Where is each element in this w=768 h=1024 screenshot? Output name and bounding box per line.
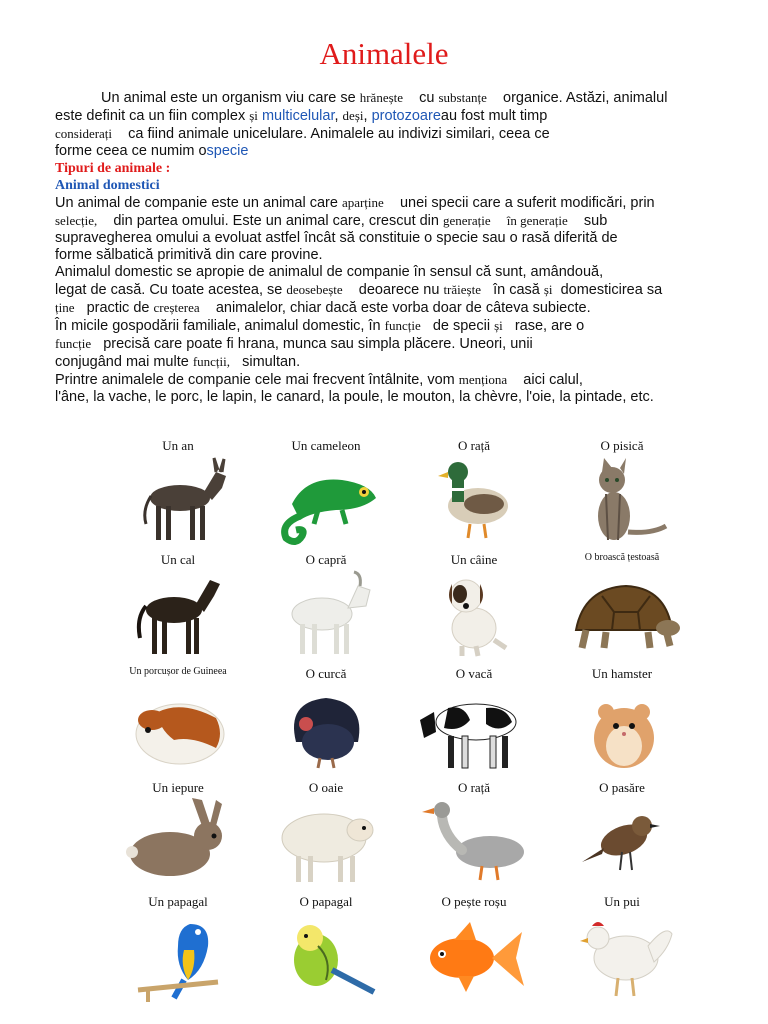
chicken-icon — [562, 910, 682, 1002]
text-line: selecție, din partea omului. Este un animal care, crescut din generație în generație sub — [55, 213, 608, 229]
text-line: forme ceea ce numim ospecie — [55, 143, 249, 159]
animal-card — [552, 780, 692, 890]
animal-label: O pisică — [600, 438, 644, 453]
animal-label: O capră — [305, 552, 347, 567]
cow-icon — [414, 682, 534, 774]
animal-card — [552, 552, 692, 662]
animal-label: Un pui — [604, 894, 640, 909]
animal-card — [404, 780, 544, 890]
animal-card — [552, 894, 692, 1004]
text-line: Un animal este un organism viu care se hrănește cu substanțe organice. Astăzi, animalul — [101, 90, 668, 106]
text-line: considerați ca fiind animale unicelulare. Animalele au indivizi similari, ceea ce — [55, 126, 550, 142]
hamster-icon — [562, 682, 682, 774]
turkey-icon — [266, 682, 386, 774]
animal-card — [108, 438, 248, 548]
text-line: Animalul domestic se apropie de animalul de companie în sensul că sunt, amândouă, — [55, 264, 604, 280]
animal-label: Un iepure — [152, 780, 204, 795]
multicelular-link[interactable]: multicelular — [261, 108, 335, 124]
animal-label: Un an — [162, 438, 194, 453]
text-line: legat de casă. Cu toate acestea, se deosebește deoarece nu trăiește în casă și domesticirea sa — [55, 282, 663, 298]
macaw-icon — [118, 910, 238, 1002]
animal-card — [404, 894, 544, 1004]
guinea-pig-icon — [118, 682, 238, 774]
cat-icon — [562, 454, 682, 546]
animal-grid — [108, 438, 708, 1008]
donkey-icon — [118, 454, 238, 546]
animal-label: O broască țestoasă — [584, 552, 660, 563]
animal-card — [108, 894, 248, 1004]
animal-label: O pasăre — [599, 780, 645, 795]
animal-card — [108, 666, 248, 776]
animal-card — [552, 666, 692, 776]
animal-label: O curcă — [305, 666, 347, 681]
text-line: conjugând mai multe funcții, simultan. — [55, 354, 301, 370]
section-heading-types: Tipuri de animale : — [55, 161, 171, 176]
animal-label: Un cameleon — [291, 438, 361, 453]
text-line: supravegherea omului a evoluat astfel încât să constituie o specie sau o rasă diferită de — [55, 230, 618, 246]
animal-label: O vacă — [455, 666, 493, 681]
animal-label: O papagal — [299, 894, 353, 909]
horse-icon — [118, 568, 238, 660]
animal-card — [404, 552, 544, 662]
animal-card — [552, 438, 692, 548]
animal-card — [404, 666, 544, 776]
text-line: este definit ca un fiin complex și multicelular, deși, protozoareau fost mult timp — [55, 108, 548, 124]
animal-label: Un cal — [160, 552, 196, 567]
sheep-icon — [266, 796, 386, 888]
dog-icon — [414, 568, 534, 660]
page-title: Animalele — [319, 36, 449, 71]
animal-label: Un câine — [450, 552, 498, 567]
protozoare-link[interactable]: protozoare — [371, 108, 441, 124]
budgie-icon — [266, 910, 386, 1002]
animal-card — [108, 780, 248, 890]
animal-label: O pește roșu — [441, 894, 507, 909]
tortoise-icon — [562, 568, 682, 660]
text-line: ține practic de creșterea animalelor, chiar dacă este vorba doar de câteva subiecte. — [55, 300, 591, 316]
animal-card — [256, 438, 396, 548]
animal-card — [256, 552, 396, 662]
animal-card — [256, 780, 396, 890]
text-line: forme sălbatică primitivă din care provine. — [55, 247, 323, 263]
animal-label: O oaie — [308, 780, 344, 795]
animal-card — [256, 894, 396, 1004]
text-line: Un animal de companie este un animal care aparține unei specii care a suferit modificări, prin — [55, 195, 655, 211]
section-heading-domestic: Animal domestici — [55, 178, 160, 193]
goldfish-icon — [414, 910, 534, 1002]
specie-link[interactable]: specie — [206, 143, 249, 159]
chameleon-icon — [266, 454, 386, 546]
text-line: l'âne, la vache, le porc, le lapin, le canard, la poule, le mouton, la chèvre, l'oie, la pintade, etc. — [55, 389, 654, 405]
animal-label: Un papagal — [148, 894, 208, 909]
text-line: În micile gospodării familiale, animalul domestic, în funcție de specii și rase, are o — [55, 318, 585, 334]
animal-card — [256, 666, 396, 776]
goose-icon — [414, 796, 534, 888]
animal-label: Un porcușor de Guineea — [129, 666, 227, 677]
duck-icon — [414, 454, 534, 546]
animal-card — [108, 552, 248, 662]
goat-icon — [266, 568, 386, 660]
animal-label: O rață — [457, 780, 491, 795]
text-line: Printre animalele de companie cele mai frecvent întâlnite, vom menționa aici calul, — [55, 372, 583, 388]
body-text — [55, 89, 730, 406]
bird-icon — [562, 796, 682, 888]
animal-card — [404, 438, 544, 548]
rabbit-icon — [118, 796, 238, 888]
animal-label: O rață — [457, 438, 491, 453]
text-line: funcție precisă care poate fi hrana, munca sau simpla plăcere. Uneori, unii — [55, 336, 533, 352]
animal-label: Un hamster — [591, 666, 653, 681]
